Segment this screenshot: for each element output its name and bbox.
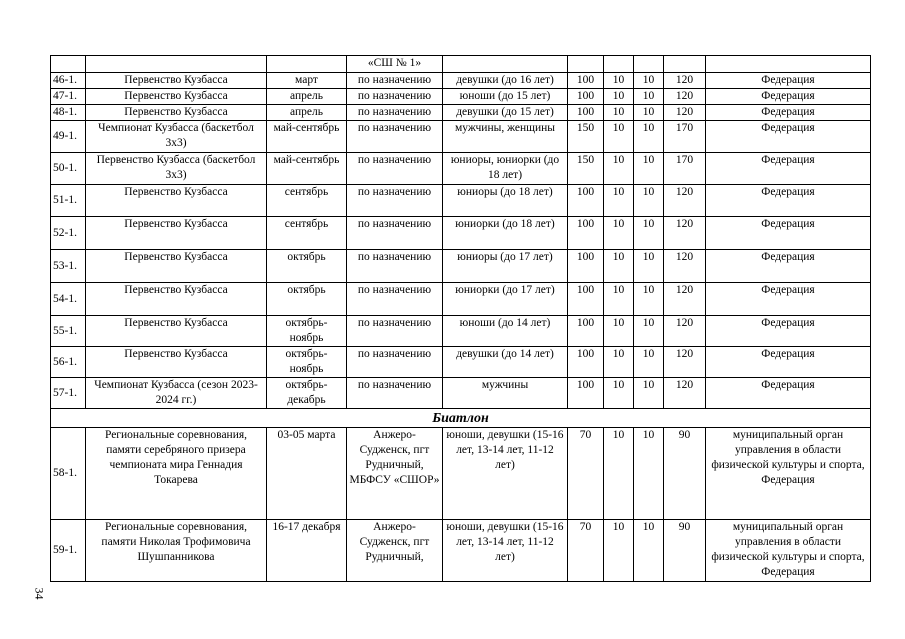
col-total: 120 <box>664 105 706 121</box>
event-place: по назначению <box>347 185 443 217</box>
participant-group: юниоры, юниорки (до 18 лет) <box>443 153 568 185</box>
col-total: 120 <box>664 316 706 347</box>
event-date: 16-17 декабря <box>267 520 347 582</box>
participant-group: юноши (до 14 лет) <box>443 316 568 347</box>
organizer: Федерация <box>706 105 871 121</box>
col-total: 90 <box>664 520 706 582</box>
col-3: 10 <box>634 217 664 250</box>
col-1: 100 <box>568 89 604 105</box>
col-2: 10 <box>604 316 634 347</box>
competition-table <box>50 55 871 582</box>
event-place: по назначению <box>347 73 443 89</box>
table-row <box>51 217 871 250</box>
col-3: 10 <box>634 185 664 217</box>
event-place: по назначению <box>347 250 443 283</box>
event-place: по назначению <box>347 153 443 185</box>
event-place: по назначению <box>347 316 443 347</box>
table-row <box>51 283 871 316</box>
col-1: 100 <box>568 217 604 250</box>
col-2: 10 <box>604 378 634 409</box>
table-row <box>51 520 871 582</box>
col-1: 100 <box>568 185 604 217</box>
col-total: 120 <box>664 347 706 378</box>
event-name: Первенство Кузбасса <box>86 316 267 347</box>
organizer: Федерация <box>706 185 871 217</box>
participant-group: юниорки (до 17 лет) <box>443 283 568 316</box>
col-1: 150 <box>568 121 604 153</box>
table-row <box>51 121 871 153</box>
event-date: октябрь <box>267 283 347 316</box>
event-name: Чемпионат Кузбасса (баскетбол 3х3) <box>86 121 267 153</box>
participant-group: юноши, девушки (15-16 лет, 13-14 лет, 11-12 лет) <box>443 520 568 582</box>
participant-group: юноши (до 15 лет) <box>443 89 568 105</box>
col-total: 90 <box>664 428 706 520</box>
table-row <box>51 89 871 105</box>
col-2: 10 <box>604 73 634 89</box>
col-2: 10 <box>604 428 634 520</box>
table-row <box>51 153 871 185</box>
col-2: 10 <box>604 105 634 121</box>
col-2: 10 <box>604 217 634 250</box>
event-date: май-сентябрь <box>267 121 347 153</box>
col-total: 120 <box>664 217 706 250</box>
event-date: 03-05 марта <box>267 428 347 520</box>
table-row <box>51 73 871 89</box>
col-3: 10 <box>634 89 664 105</box>
col-1 <box>568 56 604 73</box>
row-number: 55-1. <box>51 316 86 347</box>
event-name: Региональные соревнования, памяти Николая Трофимовича Шушпанникова <box>86 520 267 582</box>
event-name: Первенство Кузбасса <box>86 89 267 105</box>
row-number: 52-1. <box>51 217 86 250</box>
event-name: Первенство Кузбасса <box>86 73 267 89</box>
organizer: муниципальный орган управления в области физической культуры и спорта, Федерация <box>706 428 871 520</box>
col-1: 100 <box>568 250 604 283</box>
event-place: Анжеро-Судженск, пгт Рудничный, МБФСУ «СШОР» <box>347 428 443 520</box>
col-3: 10 <box>634 347 664 378</box>
table-row <box>51 428 871 520</box>
col-2: 10 <box>604 347 634 378</box>
event-name: Чемпионат Кузбасса (сезон 2023-2024 гг.) <box>86 378 267 409</box>
participant-group: юниорки (до 18 лет) <box>443 217 568 250</box>
event-date: октябрь <box>267 250 347 283</box>
organizer: муниципальный орган управления в области физической культуры и спорта, Федерация <box>706 520 871 582</box>
col-3: 10 <box>634 378 664 409</box>
col-total: 170 <box>664 121 706 153</box>
event-name: Региональные соревнования, памяти серебряного призера чемпионата мира Геннадия Токарева <box>86 428 267 520</box>
event-name <box>86 56 267 73</box>
col-total: 120 <box>664 250 706 283</box>
col-1: 150 <box>568 153 604 185</box>
event-place: Анжеро-Судженск, пгт Рудничный, <box>347 520 443 582</box>
section-row <box>51 409 871 428</box>
col-1: 100 <box>568 283 604 316</box>
col-2: 10 <box>604 153 634 185</box>
col-total: 120 <box>664 73 706 89</box>
table-row <box>51 378 871 409</box>
col-3: 10 <box>634 283 664 316</box>
col-total: 120 <box>664 185 706 217</box>
col-total: 170 <box>664 153 706 185</box>
col-total: 120 <box>664 89 706 105</box>
event-date: октябрь-ноябрь <box>267 316 347 347</box>
table-row <box>51 347 871 378</box>
table-row <box>51 185 871 217</box>
table-row <box>51 250 871 283</box>
event-name: Первенство Кузбасса (баскетбол 3х3) <box>86 153 267 185</box>
event-name: Первенство Кузбасса <box>86 250 267 283</box>
page-number: 34 <box>32 587 47 600</box>
event-date: сентябрь <box>267 185 347 217</box>
col-2: 10 <box>604 185 634 217</box>
organizer: Федерация <box>706 153 871 185</box>
col-1: 100 <box>568 347 604 378</box>
event-place: по назначению <box>347 121 443 153</box>
organizer: Федерация <box>706 217 871 250</box>
row-number: 51-1. <box>51 185 86 217</box>
col-1: 100 <box>568 316 604 347</box>
row-number: 47-1. <box>51 89 86 105</box>
organizer: Федерация <box>706 73 871 89</box>
row-number: 54-1. <box>51 283 86 316</box>
organizer <box>706 56 871 73</box>
col-3: 10 <box>634 105 664 121</box>
participant-group: девушки (до 15 лет) <box>443 105 568 121</box>
event-place: по назначению <box>347 105 443 121</box>
col-3: 10 <box>634 73 664 89</box>
section-title: Биатлон <box>51 409 871 428</box>
row-number: 56-1. <box>51 347 86 378</box>
row-number: 58-1. <box>51 428 86 520</box>
event-date: апрель <box>267 105 347 121</box>
participant-group: юниоры (до 17 лет) <box>443 250 568 283</box>
event-name: Первенство Кузбасса <box>86 217 267 250</box>
participant-group <box>443 56 568 73</box>
event-name: Первенство Кузбасса <box>86 347 267 378</box>
row-number: 49-1. <box>51 121 86 153</box>
event-place: по назначению <box>347 378 443 409</box>
row-number: 48-1. <box>51 105 86 121</box>
col-2: 10 <box>604 283 634 316</box>
organizer: Федерация <box>706 283 871 316</box>
row-number: 53-1. <box>51 250 86 283</box>
event-place: по назначению <box>347 283 443 316</box>
participant-group: девушки (до 16 лет) <box>443 73 568 89</box>
col-1: 100 <box>568 73 604 89</box>
event-name: Первенство Кузбасса <box>86 283 267 316</box>
event-place: по назначению <box>347 347 443 378</box>
row-number: 50-1. <box>51 153 86 185</box>
organizer: Федерация <box>706 316 871 347</box>
col-total: 120 <box>664 283 706 316</box>
event-date: май-сентябрь <box>267 153 347 185</box>
col-total: 120 <box>664 378 706 409</box>
col-2: 10 <box>604 121 634 153</box>
event-date: октябрь-ноябрь <box>267 347 347 378</box>
col-total <box>664 56 706 73</box>
organizer: Федерация <box>706 121 871 153</box>
col-3: 10 <box>634 520 664 582</box>
event-name: Первенство Кузбасса <box>86 185 267 217</box>
organizer: Федерация <box>706 347 871 378</box>
col-1: 100 <box>568 105 604 121</box>
event-date: март <box>267 73 347 89</box>
table-row <box>51 56 871 73</box>
col-2: 10 <box>604 250 634 283</box>
col-1: 100 <box>568 378 604 409</box>
participant-group: мужчины, женщины <box>443 121 568 153</box>
participant-group: мужчины <box>443 378 568 409</box>
event-date <box>267 56 347 73</box>
col-3: 10 <box>634 428 664 520</box>
row-number: 59-1. <box>51 520 86 582</box>
participant-group: юноши, девушки (15-16 лет, 13-14 лет, 11-12 лет) <box>443 428 568 520</box>
event-place: «СШ № 1» <box>347 56 443 73</box>
col-1: 70 <box>568 428 604 520</box>
col-3: 10 <box>634 153 664 185</box>
participant-group: юниоры (до 18 лет) <box>443 185 568 217</box>
participant-group: девушки (до 14 лет) <box>443 347 568 378</box>
event-place: по назначению <box>347 89 443 105</box>
event-date: сентябрь <box>267 217 347 250</box>
col-3 <box>634 56 664 73</box>
organizer: Федерация <box>706 89 871 105</box>
event-date: октябрь-декабрь <box>267 378 347 409</box>
col-2: 10 <box>604 520 634 582</box>
event-date: апрель <box>267 89 347 105</box>
col-3: 10 <box>634 250 664 283</box>
row-number <box>51 56 86 73</box>
event-name: Первенство Кузбасса <box>86 105 267 121</box>
row-number: 57-1. <box>51 378 86 409</box>
table-row <box>51 316 871 347</box>
col-3: 10 <box>634 316 664 347</box>
table-row <box>51 105 871 121</box>
col-1: 70 <box>568 520 604 582</box>
col-2: 10 <box>604 89 634 105</box>
row-number: 46-1. <box>51 73 86 89</box>
organizer: Федерация <box>706 250 871 283</box>
col-3: 10 <box>634 121 664 153</box>
col-2 <box>604 56 634 73</box>
event-place: по назначению <box>347 217 443 250</box>
organizer: Федерация <box>706 378 871 409</box>
